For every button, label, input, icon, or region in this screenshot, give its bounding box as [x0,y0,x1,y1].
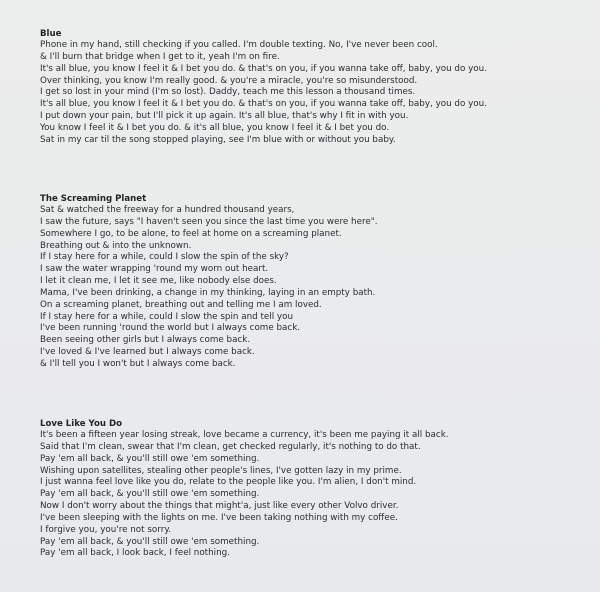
lyric-line: Pay 'em all back, & you'll still owe 'em something. [40,489,260,500]
lyric-line: I get so lost in your mind (I'm so lost). Daddy, teach me this lesson a thousand times. [40,87,416,98]
lyric-line: Said that I'm clean, swear that I'm clean, get checked regularly, it's nothing to do that. [40,441,421,452]
lyric-line: Breathing out & into the unknown. [40,240,192,251]
lyric-line: Now I don't worry about the things that might'a, just like every other Volvo driver. [40,501,399,512]
song-blue [40,28,580,147]
song-title: Blue [40,29,62,39]
lyric-line: Pay 'em all back, & you'll still owe 'em something. [40,453,260,464]
lyric-line: Pay 'em all back, & you'll still owe 'em something. [40,536,260,547]
lyric-line: I've been sleeping with the lights on me. I've been taking nothing with my coffee. [40,512,398,523]
lyric-line: Mama, I've been drinking, a change in my thinking, laying in an empty bath. [40,287,376,298]
lyric-line: Wishing upon satellites, stealing other people's lines, I've gotten lazy in my prime. [40,465,402,476]
lyric-line: & I'll burn that bridge when I get to it, yeah I'm on fire. [40,51,280,62]
lyric-line: I forgive you, you're not sorry. [40,524,172,535]
lyric-line: Sat in my car til the song stopped playing, see I'm blue with or without you baby. [40,134,396,145]
lyric-line: I've been running 'round the world but I always come back. [40,323,301,334]
song-title: The Screaming Planet [40,194,147,204]
lyric-line: It's been a fifteen year losing streak, love became a currency, it's been me paying it all back. [40,430,449,440]
lyric-line: I let it clean me, I let it see me, like nobody else does. [40,276,277,287]
lyric-line: It's all blue, you know I feel it & I bet you do. & that's on you, if you wanna take off, baby, you do you. [40,63,487,74]
song-love-like-you-do [40,418,580,560]
lyric-line: Been seeing other girls but I always come back. [40,335,251,346]
lyric-line: Somewhere I go, to be alone, to feel at home on a screaming planet. [40,228,342,239]
lyric-line: & I'll tell you I won't but I always come back. [40,358,236,369]
lyric-line: I saw the water wrapping 'round my worn out heart. [40,264,269,275]
lyric-line: If I stay here for a while, could I slow the spin and tell you [40,311,293,322]
lyric-line: On a screaming planet, breathing out and telling me I am loved. [40,299,322,310]
lyric-line: I've loved & I've learned but I always come back. [40,347,255,358]
song-title: Love Like You Do [40,419,123,429]
lyric-line: Phone in my hand, still checking if you called. I'm double texting. No, I've never been cool. [40,40,438,50]
lyric-line: I just wanna feel love like you do, relate to the people like you. I'm alien, I don't mind. [40,477,417,488]
lyric-line: I saw the future, says "I haven't seen you since the last time you were here". [40,216,378,227]
lyric-line: You know I feel it & I bet you do. & it's all blue, you know I feel it & I bet you do. [40,122,390,133]
lyric-line: I put down your pain, but I'll pick it up again. It's all blue, that's why I fit in with you. [40,111,409,122]
lyric-line: It's all blue, you know I feel it & I bet you do. & that's on you, if you wanna take off, baby, you do you. [40,99,487,110]
lyric-line: Pay 'em all back, I look back, I feel nothing. [40,548,230,559]
lyric-line: Sat & watched the freeway for a hundred thousand years, [40,205,295,215]
lyric-line: If I stay here for a while, could I slow the spin of the sky? [40,252,289,263]
song-the-screaming-planet [40,193,580,371]
lyric-line: Over thinking, you know I'm really good. & you're a miracle, you're so misunderstood. [40,75,418,86]
